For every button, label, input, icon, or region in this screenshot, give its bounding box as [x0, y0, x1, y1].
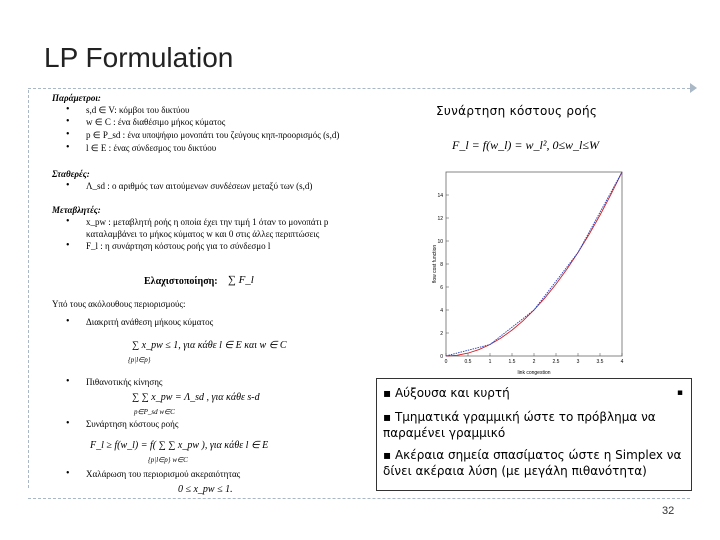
x-tick-label: 1: [488, 359, 492, 365]
x-tick-label: 2: [532, 359, 536, 365]
bullet-icon: •: [66, 418, 70, 429]
cost-function-formula: F_l = f(w_l) = w_l², 0≤w_l≤W: [452, 138, 599, 152]
constraint-subscript: p∈P_sd w∈C: [134, 408, 175, 416]
bullet-icon: •: [66, 104, 70, 115]
param-item: p ∈ P_sd : ένα υποψήφιο μονοπάτι του ζεύγους κηπ-προορισμός (s,d): [86, 130, 340, 140]
note-bullet-1: ▪ Αύξουσα και κυρτή: [383, 386, 510, 400]
constants-heading: Σταθερές:: [52, 169, 90, 179]
bullet-icon: •: [66, 129, 70, 140]
x-tick-label: 0.5: [464, 359, 472, 365]
constraint-name: Χαλάρωση του περιορισμού ακεραιότητας: [86, 469, 241, 479]
constraint-expression: ∑ x_pw ≤ 1, για κάθε l ∈ E και w ∈ C: [132, 340, 287, 351]
bottom-divider: [28, 498, 690, 499]
constraint-expression: F_l ≥ f(w_l) = f( ∑ ∑ x_pw ), για κάθε l ∈ E: [90, 440, 269, 451]
bullet-icon: •: [66, 240, 70, 251]
x-tick-label: 3: [576, 359, 580, 365]
note-text: Ακέραια σημεία σπασίματος ώστε η Simplex να: [394, 448, 682, 462]
y-tick-label: 12: [437, 216, 443, 222]
page-number: 32: [662, 505, 675, 517]
note-bullet-2: ▪ Τμηματικά γραμμική ώστε το πρόβλημα να: [383, 410, 656, 424]
y-tick-label: 4: [440, 308, 443, 314]
note-text: Αύξουσα και κυρτή: [394, 386, 510, 400]
notes-box: [376, 378, 692, 491]
constraint-subscript: {p|l∈p}: [128, 356, 151, 364]
bullet-icon: •: [66, 468, 70, 479]
objective-label: Ελαχιστοποίηση:: [144, 276, 218, 287]
y-tick-label: 6: [440, 285, 443, 291]
y-tick-label: 2: [440, 331, 443, 337]
objective-expression: ∑ F_l: [228, 274, 254, 286]
bullet-icon: •: [66, 142, 70, 153]
variables-heading: Μεταβλητές:: [52, 205, 101, 215]
bullet-icon: •: [66, 116, 70, 127]
x-tick-label: 2.5: [552, 359, 560, 365]
bullet-icon: •: [66, 316, 70, 327]
variable-item: x_pw : μεταβλητή ροής η οποία έχει την τιμή 1 όταν το μονοπάτι p: [86, 217, 329, 227]
y-tick-label: 14: [437, 193, 443, 199]
x-tick-label: 0: [444, 359, 448, 365]
bullet-icon: •: [66, 376, 70, 387]
bullet-icon: •: [66, 216, 70, 227]
cost-function-title: Συνάρτηση κόστους ροής: [436, 104, 598, 118]
x-tick-label: 1.5: [508, 359, 516, 365]
constraint-name: Διακριτή ανάθεση μήκους κύματος: [86, 317, 214, 327]
note-bullet-3: ▪ Ακέραια σημεία σπασίματος ώστε η Simplex να: [383, 448, 682, 462]
y-axis-label: flow cost function: [432, 244, 438, 284]
slide-title: LP Formulation: [44, 42, 234, 73]
constraint-expression: ∑ ∑ x_pw = Λ_sd , για κάθε s-d: [132, 392, 260, 403]
variable-item: F_l : η συνάρτηση κόστους ροής για το σύνδεσμο l: [86, 241, 271, 251]
x-tick-label: 4: [620, 359, 624, 365]
note-text-continued: παραμένει γραμμικό: [383, 426, 506, 440]
y-tick-label: 8: [440, 262, 443, 268]
subject-to-label: Υπό τους ακόλουθους περιορισμούς:: [52, 299, 186, 309]
params-heading: Παράμετροι:: [52, 93, 101, 103]
plot-area: [446, 172, 622, 356]
constraint-name: Συνάρτηση κόστους ροής: [86, 419, 179, 429]
param-item: s,d ∈ V: κόμβοι του δικτύου: [86, 105, 190, 115]
bullet-icon: •: [66, 180, 70, 191]
left-divider: [28, 90, 29, 488]
divider-arrow-icon: [690, 83, 697, 93]
y-tick-label: 0: [440, 354, 443, 360]
constraint-expression: 0 ≤ x_pw ≤ 1.: [178, 484, 233, 495]
param-item: l ∈ E : ένας σύνδεσμος του δικτύου: [86, 143, 217, 153]
bullet-icon: ▪: [676, 388, 683, 398]
param-item: w ∈ C : ένα διαθέσιμο μήκος κύματος: [86, 117, 226, 127]
x-tick-label: 3.5: [596, 359, 604, 365]
x-axis-label: link congestion: [517, 370, 551, 376]
constraint-subscript: {p|l∈p} w∈C: [148, 456, 188, 464]
variable-item-continued: καταλαμβάνει το μήκος κύματος w και 0 στις άλλες περιπτώσεις: [86, 229, 320, 239]
constraint-name: Πιθανοτικής κίνησης: [86, 377, 163, 387]
cost-function-chart: [430, 168, 630, 376]
top-divider: [28, 88, 690, 89]
y-tick-label: 10: [437, 239, 443, 245]
note-text-continued: δίνει ακέραια λύση (με μεγάλη πιθανότητα): [383, 464, 647, 478]
constant-item: Λ_sd : ο αριθμός των αιτούμενων συνδέσεων μεταξύ των (s,d): [86, 181, 313, 191]
note-text: Τμηματικά γραμμική ώστε το πρόβλημα να: [394, 410, 656, 424]
